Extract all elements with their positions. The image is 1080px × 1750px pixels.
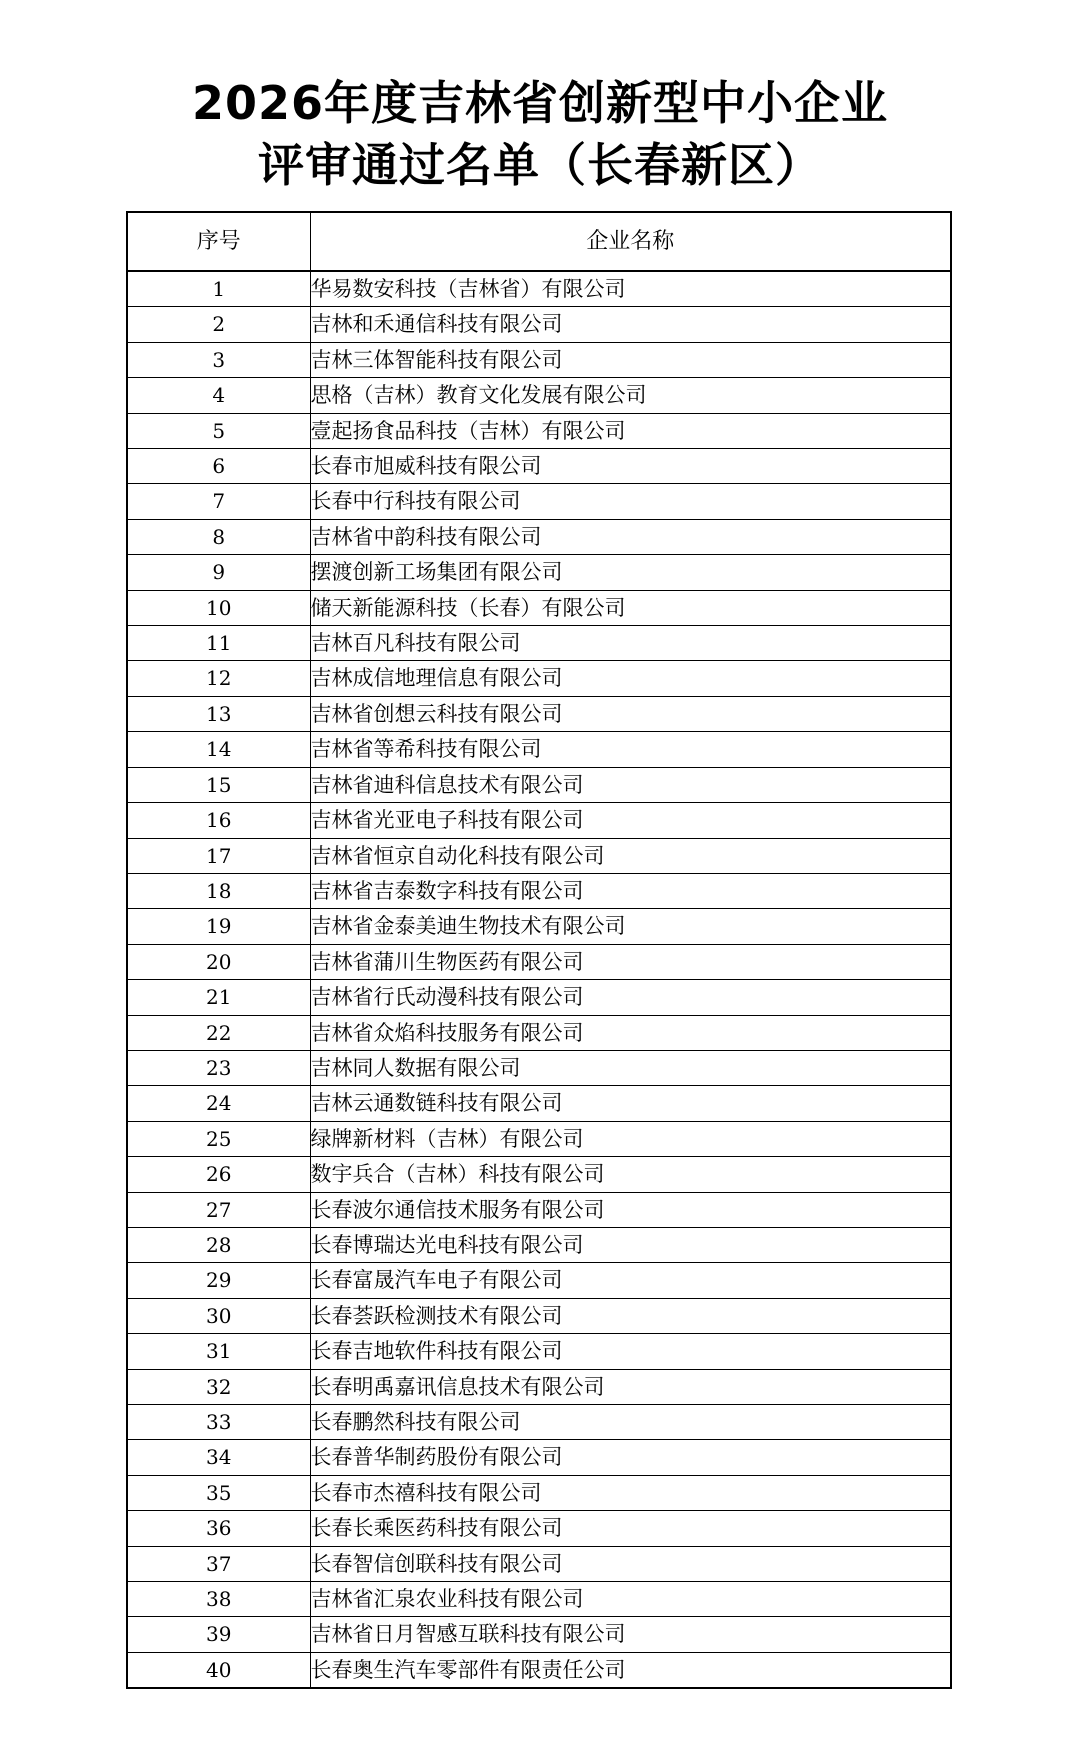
table-row bbox=[127, 1511, 951, 1546]
table-row bbox=[127, 1369, 951, 1404]
serial-number-cell: 12 bbox=[127, 661, 310, 696]
enterprise-name-cell: 吉林省等希科技有限公司 bbox=[310, 732, 951, 767]
enterprise-name-cell: 吉林省众焰科技服务有限公司 bbox=[310, 1015, 951, 1050]
enterprise-name-cell: 长春长乘医药科技有限公司 bbox=[310, 1511, 951, 1546]
enterprise-name-cell: 吉林省光亚电子科技有限公司 bbox=[310, 803, 951, 838]
serial-number-cell: 7 bbox=[127, 484, 310, 519]
enterprise-name-cell: 吉林云通数链科技有限公司 bbox=[310, 1086, 951, 1121]
table-row bbox=[127, 909, 951, 944]
enterprise-name-cell: 长春富晟汽车电子有限公司 bbox=[310, 1263, 951, 1298]
enterprise-name-cell: 长春鹏然科技有限公司 bbox=[310, 1405, 951, 1440]
enterprise-name-cell: 数宇兵合（吉林）科技有限公司 bbox=[310, 1157, 951, 1192]
page-title-line-1: 2026年度吉林省创新型中小企业 bbox=[191, 76, 889, 130]
serial-number-cell: 23 bbox=[127, 1050, 310, 1085]
enterprise-name-cell: 吉林省蒲川生物医药有限公司 bbox=[310, 944, 951, 979]
enterprise-name-cell: 摆渡创新工场集团有限公司 bbox=[310, 555, 951, 590]
enterprise-name-cell: 壹起扬食品科技（吉林）有限公司 bbox=[310, 413, 951, 448]
serial-number-cell: 1 bbox=[127, 271, 310, 307]
table-body bbox=[127, 271, 951, 1688]
table-row bbox=[127, 590, 951, 625]
table-row bbox=[127, 307, 951, 342]
table-row bbox=[127, 484, 951, 519]
serial-number-cell: 19 bbox=[127, 909, 310, 944]
serial-number-cell: 13 bbox=[127, 696, 310, 731]
serial-number-cell: 15 bbox=[127, 767, 310, 802]
serial-number-cell: 9 bbox=[127, 555, 310, 590]
serial-number-cell: 39 bbox=[127, 1617, 310, 1652]
table-row bbox=[127, 873, 951, 908]
serial-number-cell: 18 bbox=[127, 873, 310, 908]
serial-number-cell: 29 bbox=[127, 1263, 310, 1298]
enterprise-name-cell: 吉林成信地理信息有限公司 bbox=[310, 661, 951, 696]
enterprise-name-cell: 长春奥生汽车零部件有限责任公司 bbox=[310, 1652, 951, 1688]
table-row bbox=[127, 1440, 951, 1475]
enterprise-name-cell: 吉林省迪科信息技术有限公司 bbox=[310, 767, 951, 802]
table-row bbox=[127, 1227, 951, 1262]
table-header-row bbox=[127, 212, 951, 271]
table-row bbox=[127, 803, 951, 838]
table-row bbox=[127, 1546, 951, 1581]
enterprise-name-cell: 吉林同人数据有限公司 bbox=[310, 1050, 951, 1085]
table-row bbox=[127, 1263, 951, 1298]
serial-number-cell: 17 bbox=[127, 838, 310, 873]
table-row bbox=[127, 1086, 951, 1121]
serial-number-cell: 24 bbox=[127, 1086, 310, 1121]
serial-number-cell: 21 bbox=[127, 980, 310, 1015]
enterprise-name-cell: 吉林省吉泰数字科技有限公司 bbox=[310, 873, 951, 908]
enterprise-name-cell: 吉林省恒京自动化科技有限公司 bbox=[310, 838, 951, 873]
table-row bbox=[127, 1192, 951, 1227]
enterprise-name-cell: 吉林省创想云科技有限公司 bbox=[310, 696, 951, 731]
table-row bbox=[127, 696, 951, 731]
enterprise-name-cell: 长春智信创联科技有限公司 bbox=[310, 1546, 951, 1581]
serial-number-cell: 5 bbox=[127, 413, 310, 448]
table-row bbox=[127, 1582, 951, 1617]
serial-number-cell: 34 bbox=[127, 1440, 310, 1475]
serial-number-cell: 33 bbox=[127, 1405, 310, 1440]
serial-number-cell: 22 bbox=[127, 1015, 310, 1050]
table-row bbox=[127, 1405, 951, 1440]
serial-number-cell: 35 bbox=[127, 1475, 310, 1510]
enterprise-name-cell: 长春荟跃检测技术有限公司 bbox=[310, 1298, 951, 1333]
serial-number-cell: 8 bbox=[127, 519, 310, 554]
table-row bbox=[127, 1617, 951, 1652]
serial-number-cell: 26 bbox=[127, 1157, 310, 1192]
enterprise-list-table bbox=[126, 211, 952, 1689]
table-row bbox=[127, 767, 951, 802]
serial-number-cell: 32 bbox=[127, 1369, 310, 1404]
table-row bbox=[127, 661, 951, 696]
serial-number-cell: 27 bbox=[127, 1192, 310, 1227]
enterprise-name-cell: 长春普华制药股份有限公司 bbox=[310, 1440, 951, 1475]
page-title-line-2: 评审通过名单（长春新区） bbox=[258, 138, 822, 192]
enterprise-name-cell: 长春中行科技有限公司 bbox=[310, 484, 951, 519]
table-row bbox=[127, 1121, 951, 1156]
serial-number-cell: 20 bbox=[127, 944, 310, 979]
enterprise-name-cell: 长春博瑞达光电科技有限公司 bbox=[310, 1227, 951, 1262]
enterprise-name-cell: 长春波尔通信技术服务有限公司 bbox=[310, 1192, 951, 1227]
enterprise-name-cell: 长春市旭威科技有限公司 bbox=[310, 449, 951, 484]
enterprise-name-cell: 思格（吉林）教育文化发展有限公司 bbox=[310, 378, 951, 413]
serial-number-cell: 31 bbox=[127, 1334, 310, 1369]
table-row bbox=[127, 980, 951, 1015]
enterprise-name-cell: 长春市杰禧科技有限公司 bbox=[310, 1475, 951, 1510]
table-row bbox=[127, 1475, 951, 1510]
enterprise-name-cell: 绿牌新材料（吉林）有限公司 bbox=[310, 1121, 951, 1156]
table-row bbox=[127, 838, 951, 873]
serial-number-cell: 30 bbox=[127, 1298, 310, 1333]
table-row bbox=[127, 519, 951, 554]
table-row bbox=[127, 1652, 951, 1688]
enterprise-name-cell: 长春明禹嘉讯信息技术有限公司 bbox=[310, 1369, 951, 1404]
table-row bbox=[127, 1157, 951, 1192]
serial-number-cell: 40 bbox=[127, 1652, 310, 1688]
column-header-enterprise-name: 企业名称 bbox=[310, 212, 951, 271]
serial-number-cell: 4 bbox=[127, 378, 310, 413]
serial-number-cell: 25 bbox=[127, 1121, 310, 1156]
enterprise-name-cell: 吉林省中韵科技有限公司 bbox=[310, 519, 951, 554]
enterprise-name-cell: 吉林百凡科技有限公司 bbox=[310, 626, 951, 661]
enterprise-name-cell: 吉林省行氏动漫科技有限公司 bbox=[310, 980, 951, 1015]
enterprise-name-cell: 吉林和禾通信科技有限公司 bbox=[310, 307, 951, 342]
table-row bbox=[127, 1334, 951, 1369]
table-row bbox=[127, 449, 951, 484]
serial-number-cell: 36 bbox=[127, 1511, 310, 1546]
column-header-serial-number: 序号 bbox=[127, 212, 310, 271]
table-row bbox=[127, 555, 951, 590]
table-row bbox=[127, 732, 951, 767]
table-row bbox=[127, 342, 951, 377]
table-row bbox=[127, 413, 951, 448]
serial-number-cell: 6 bbox=[127, 449, 310, 484]
enterprise-name-cell: 吉林三体智能科技有限公司 bbox=[310, 342, 951, 377]
serial-number-cell: 11 bbox=[127, 626, 310, 661]
table-row bbox=[127, 944, 951, 979]
enterprise-name-cell: 吉林省汇泉农业科技有限公司 bbox=[310, 1582, 951, 1617]
table-row bbox=[127, 1298, 951, 1333]
serial-number-cell: 16 bbox=[127, 803, 310, 838]
serial-number-cell: 10 bbox=[127, 590, 310, 625]
serial-number-cell: 2 bbox=[127, 307, 310, 342]
serial-number-cell: 14 bbox=[127, 732, 310, 767]
table-row bbox=[127, 1015, 951, 1050]
serial-number-cell: 3 bbox=[127, 342, 310, 377]
table-row bbox=[127, 1050, 951, 1085]
enterprise-name-cell: 吉林省金泰美迪生物技术有限公司 bbox=[310, 909, 951, 944]
enterprise-name-cell: 华易数安科技（吉林省）有限公司 bbox=[310, 271, 951, 307]
table-row bbox=[127, 378, 951, 413]
serial-number-cell: 37 bbox=[127, 1546, 310, 1581]
table-row bbox=[127, 271, 951, 307]
enterprise-name-cell: 吉林省日月智感互联科技有限公司 bbox=[310, 1617, 951, 1652]
serial-number-cell: 38 bbox=[127, 1582, 310, 1617]
table-row bbox=[127, 626, 951, 661]
enterprise-name-cell: 储天新能源科技（长春）有限公司 bbox=[310, 590, 951, 625]
serial-number-cell: 28 bbox=[127, 1227, 310, 1262]
enterprise-name-cell: 长春吉地软件科技有限公司 bbox=[310, 1334, 951, 1369]
